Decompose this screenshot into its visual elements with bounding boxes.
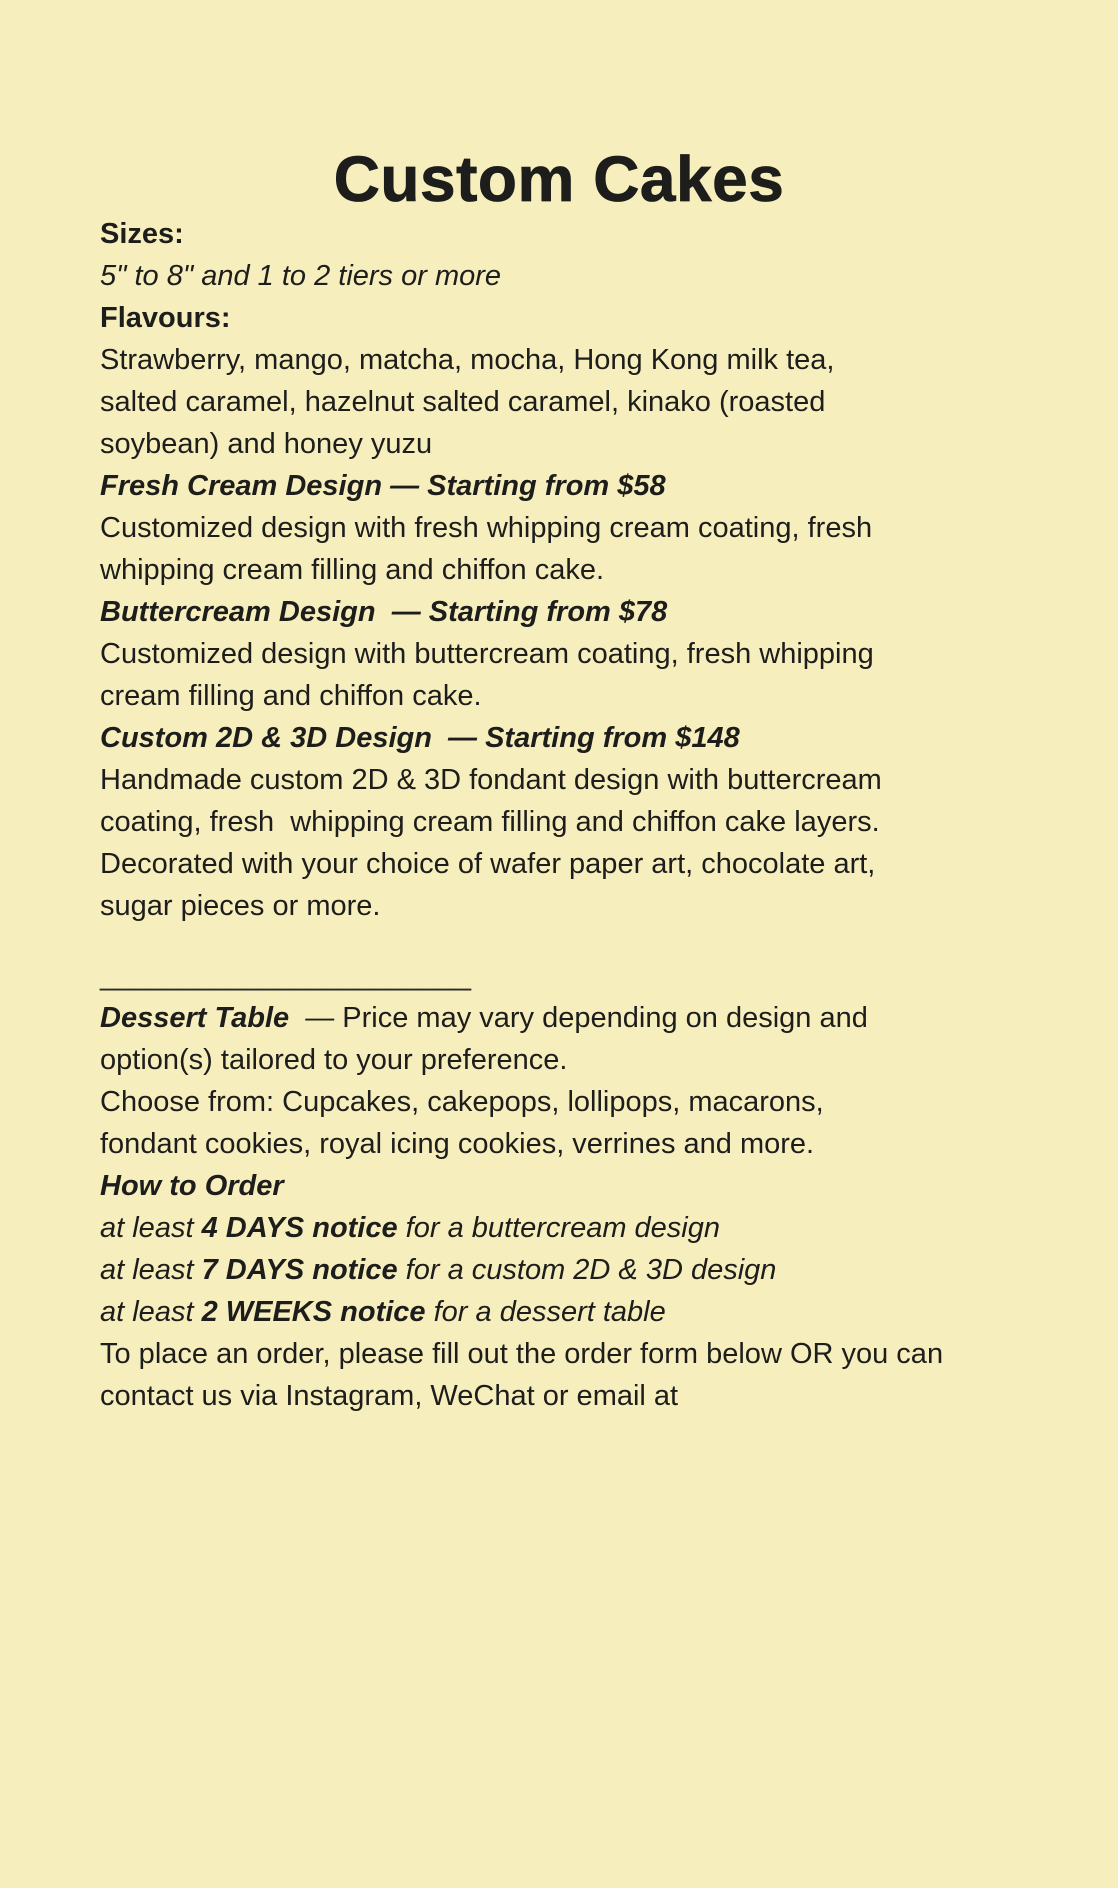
offering-fresh-cream-description: Customized design with fresh whipping cream coating, fresh whipping cream filling and chiffon cake. [100,512,873,587]
offering-buttercream-heading: Buttercream Design — Starting from $78 [100,596,668,629]
notice-suffix: for a buttercream design [397,1212,721,1245]
offering-buttercream-description: Customized design with buttercream coating, fresh whipping cream filling and chiffon cake. [100,638,874,713]
notice-custom-design [100,1249,1018,1291]
menu-content [0,213,1118,1417]
how-to-order-heading: How to Order [100,1170,284,1203]
dessert-table-line-2: option(s) tailored to your preference. [100,1044,568,1077]
section-divider: _______________________ [100,960,471,993]
sizes-label: Sizes: [100,218,184,251]
offering-custom-2d-3d-description: Handmade custom 2D & 3D fondant design with buttercream coating, fresh whipping cream filling and chiffon cake layers. Decorated with your choice of wafer paper art, chocolate art, sugar pieces or more. [100,764,882,923]
dessert-table-price-note: — Price may vary depending on design and [289,1002,868,1035]
offering-buttercream [100,591,1018,717]
notice-prefix: at least [100,1296,202,1329]
offering-custom-2d-3d [100,717,1018,927]
notice-emphasis: 7 DAYS notice [201,1254,398,1287]
notice-prefix: at least [100,1212,202,1245]
sizes-value: 5" to 8" and 1 to 2 tiers or more [100,260,502,293]
dessert-table-title: Dessert Table [100,1002,290,1035]
offering-fresh-cream [100,465,1018,591]
flavours-text: Strawberry, mango, matcha, mocha, Hong Kong milk tea, salted caramel, hazelnut salted caramel, kinako (roasted soybean) and honey yuzu [100,344,835,461]
page-title: Custom Cakes [333,143,785,215]
notice-dessert-table [100,1291,1018,1333]
notice-emphasis: 2 WEEKS notice [201,1296,426,1329]
offering-fresh-cream-heading: Fresh Cream Design — Starting from $58 [100,470,666,503]
notice-emphasis: 4 DAYS notice [201,1212,398,1245]
offering-custom-2d-3d-heading: Custom 2D & 3D Design — Starting from $148 [100,722,740,755]
dessert-table-text [100,997,1018,1081]
notice-prefix: at least [100,1254,202,1287]
dessert-table-line-1 [100,997,1018,1039]
notice-buttercream [100,1207,1018,1249]
choose-from-text: Choose from: Cupcakes, cakepops, lollipops, macarons, fondant cookies, royal icing cookies, verrines and more. [100,1086,824,1161]
how-to-order-notices [100,1207,1018,1333]
notice-suffix: for a custom 2D & 3D design [397,1254,777,1287]
flavours-label: Flavours: [100,302,231,335]
closing-text: To place an order, please fill out the order form below OR you can contact us via Instagram, WeChat or email at [100,1338,944,1413]
notice-suffix: for a dessert table [425,1296,666,1329]
